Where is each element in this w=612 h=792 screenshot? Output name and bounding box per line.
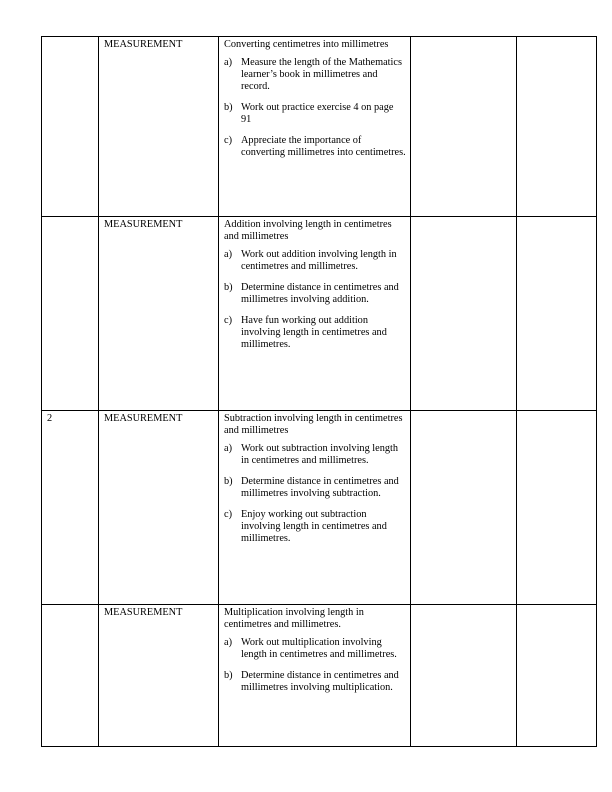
item-marker: c) xyxy=(224,509,232,520)
table-row xyxy=(42,217,597,411)
empty-cell xyxy=(411,37,517,217)
list-item xyxy=(224,135,406,159)
table-body xyxy=(42,37,597,747)
list-item xyxy=(224,315,406,351)
week-cell xyxy=(42,605,99,747)
item-text: Work out multiplication involving length in centimetres and millimetres. xyxy=(241,637,397,660)
outcomes-list xyxy=(224,249,406,351)
list-item xyxy=(224,282,406,306)
item-text: Work out subtraction involving length in centimetres and millimetres. xyxy=(241,443,399,466)
item-marker: a) xyxy=(224,637,232,648)
item-text: Determine distance in centimetres and millimetres involving subtraction. xyxy=(241,476,399,499)
strand-cell: MEASUREMENT xyxy=(99,411,219,605)
lesson-title: Multiplication involving length in centimetres and millimetres. xyxy=(224,607,364,630)
empty-cell xyxy=(411,605,517,747)
list-item xyxy=(224,637,406,661)
item-marker: b) xyxy=(224,476,233,487)
item-marker: c) xyxy=(224,315,232,326)
list-item xyxy=(224,57,406,93)
item-marker: c) xyxy=(224,135,232,146)
list-item xyxy=(224,670,406,694)
item-text: Work out practice exercise 4 on page 91 xyxy=(241,102,394,125)
item-text: Determine distance in centimetres and millimetres involving addition. xyxy=(241,282,399,305)
lesson-title: Converting centimetres into millimetres xyxy=(224,39,389,50)
week-cell xyxy=(42,37,99,217)
empty-cell xyxy=(411,217,517,411)
strand-cell: MEASUREMENT xyxy=(99,605,219,747)
lesson-title: Addition involving length in centimetres and millimetres xyxy=(224,219,392,242)
lesson-cell xyxy=(219,37,411,217)
item-marker: a) xyxy=(224,249,232,260)
table-row xyxy=(42,411,597,605)
outcomes-list xyxy=(224,637,406,694)
week-cell: 2 xyxy=(42,411,99,605)
lesson-cell xyxy=(219,605,411,747)
lesson-cell xyxy=(219,411,411,605)
lesson-title: Subtraction involving length in centimetres and millimetres xyxy=(224,413,403,436)
item-marker: b) xyxy=(224,102,233,113)
item-marker: a) xyxy=(224,57,232,68)
outcomes-list xyxy=(224,443,406,545)
empty-cell xyxy=(517,217,597,411)
list-item xyxy=(224,443,406,467)
table-row xyxy=(42,605,597,747)
empty-cell xyxy=(517,411,597,605)
strand-cell: MEASUREMENT xyxy=(99,217,219,411)
scheme-of-work-table xyxy=(41,36,597,747)
list-item xyxy=(224,249,406,273)
lesson-cell xyxy=(219,217,411,411)
item-text: Have fun working out addition involving length in centimetres and millimetres. xyxy=(241,315,387,350)
item-marker: b) xyxy=(224,282,233,293)
item-marker: b) xyxy=(224,670,233,681)
list-item xyxy=(224,476,406,500)
outcomes-list xyxy=(224,57,406,159)
item-text: Enjoy working out subtraction involving length in centimetres and millimetres. xyxy=(241,509,387,544)
empty-cell xyxy=(517,37,597,217)
week-cell xyxy=(42,217,99,411)
item-text: Determine distance in centimetres and millimetres involving multiplication. xyxy=(241,670,399,693)
item-text: Appreciate the importance of converting millimetres into centimetres. xyxy=(241,135,406,158)
empty-cell xyxy=(411,411,517,605)
item-text: Work out addition involving length in centimetres and millimetres. xyxy=(241,249,397,272)
item-marker: a) xyxy=(224,443,232,454)
table-row xyxy=(42,37,597,217)
strand-cell: MEASUREMENT xyxy=(99,37,219,217)
item-text: Measure the length of the Mathematics learner’s book in millimetres and record. xyxy=(241,57,402,92)
empty-cell xyxy=(517,605,597,747)
list-item xyxy=(224,509,406,545)
list-item xyxy=(224,102,406,126)
